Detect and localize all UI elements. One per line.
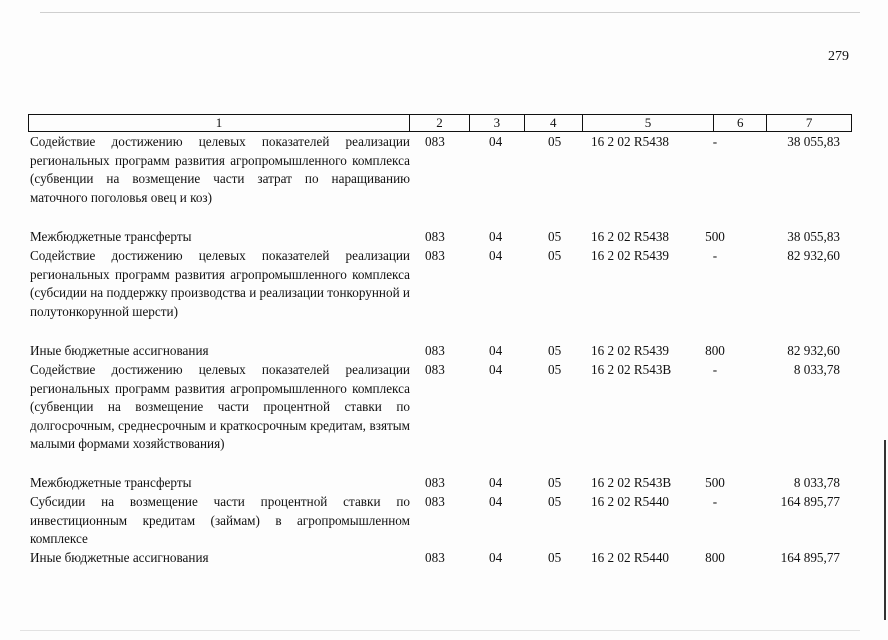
row-section: 04 — [489, 475, 503, 490]
scan-artifact-edge — [884, 440, 886, 620]
row-amount: 8 033,78 — [793, 362, 840, 377]
row-description: Содействие достижению целевых показателей реализации региональных программ развития агропромышленного комплекса (субсидии на поддержку производства и реализации тонкорунной и полутонкорунной шерсти) — [30, 248, 410, 319]
row-amount: 164 895,77 — [780, 494, 840, 509]
row-description: Межбюджетные трансферты — [30, 229, 192, 244]
row-amount: 82 932,60 — [787, 343, 840, 358]
scan-artifact-top — [40, 12, 860, 13]
header-col-7: 7 — [805, 115, 813, 130]
row-subsection: 05 — [548, 550, 562, 565]
row-target-article: 16 2 02 R5439 — [591, 248, 670, 263]
table-header-row — [28, 114, 852, 132]
row-expense-type: 800 — [705, 343, 725, 358]
row-amount: 164 895,77 — [780, 550, 840, 565]
row-grbs: 083 — [425, 134, 445, 149]
row-amount: 8 033,78 — [793, 475, 840, 490]
row-subsection: 05 — [548, 494, 562, 509]
row-description: Межбюджетные трансферты — [30, 475, 192, 490]
row-section: 04 — [489, 343, 503, 358]
row-target-article: 16 2 02 R5438 — [591, 229, 670, 244]
row-grbs: 083 — [425, 494, 445, 509]
row-section: 04 — [489, 229, 503, 244]
row-subsection: 05 — [548, 475, 562, 490]
header-col-6: 6 — [714, 115, 767, 131]
row-target-article: 16 2 02 R5438 — [591, 134, 670, 149]
row-description: Иные бюджетные ассигнования — [30, 343, 209, 358]
row-expense-type: - — [712, 362, 718, 377]
row-section: 04 — [489, 248, 503, 263]
row-subsection: 05 — [548, 248, 562, 263]
page-number: 279 — [828, 49, 849, 64]
row-grbs: 083 — [425, 229, 445, 244]
scan-artifact-bottom — [20, 630, 860, 631]
row-target-article: 16 2 02 R5439 — [591, 343, 670, 358]
row-section: 04 — [489, 494, 503, 509]
row-description: Содействие достижению целевых показателей реализации региональных программ развития агропромышленного комплекса (субвенции на возмещение части затрат по наращиванию маточного поголовья овец и коз) — [30, 134, 410, 205]
header-col-4: 4 — [525, 115, 583, 131]
row-expense-type: 500 — [705, 475, 725, 490]
row-expense-type: - — [712, 248, 718, 263]
row-target-article: 16 2 02 R5440 — [591, 494, 670, 509]
header-col-1: 1 — [29, 115, 410, 131]
row-amount: 82 932,60 — [787, 248, 840, 263]
row-description: Субсидии на возмещение части процентной ставки по инвестиционным кредитам (займам) в агропромышленном комплексе — [30, 494, 410, 546]
row-subsection: 05 — [548, 134, 562, 149]
row-description: Иные бюджетные ассигнования — [30, 550, 209, 565]
row-expense-type: 800 — [705, 550, 725, 565]
row-subsection: 05 — [548, 362, 562, 377]
row-grbs: 083 — [425, 362, 445, 377]
row-section: 04 — [489, 134, 503, 149]
row-grbs: 083 — [425, 248, 445, 263]
row-subsection: 05 — [548, 343, 562, 358]
row-expense-type: - — [712, 134, 718, 149]
row-grbs: 083 — [425, 550, 445, 565]
header-col-3: 3 — [470, 115, 525, 131]
row-target-article: 16 2 02 R5440 — [591, 550, 670, 565]
row-target-article: 16 2 02 R543B — [591, 362, 672, 377]
row-section: 04 — [489, 362, 503, 377]
row-target-article: 16 2 02 R543B — [591, 475, 672, 490]
header-col-5: 5 — [583, 115, 715, 131]
row-expense-type: 500 — [705, 229, 725, 244]
header-col-2: 2 — [410, 115, 470, 131]
row-description: Содействие достижению целевых показателей реализации региональных программ развития агропромышленного комплекса (субвенции на возмещение части процентной ставки по долгосрочным, среднесрочным и краткосрочным кредитам, взятым малыми формами хозяйствования) — [30, 362, 410, 451]
row-grbs: 083 — [425, 475, 445, 490]
row-grbs: 083 — [425, 343, 445, 358]
row-amount: 38 055,83 — [787, 134, 840, 149]
row-amount: 38 055,83 — [787, 229, 840, 244]
row-section: 04 — [489, 550, 503, 565]
row-expense-type: - — [712, 494, 718, 509]
row-subsection: 05 — [548, 229, 562, 244]
